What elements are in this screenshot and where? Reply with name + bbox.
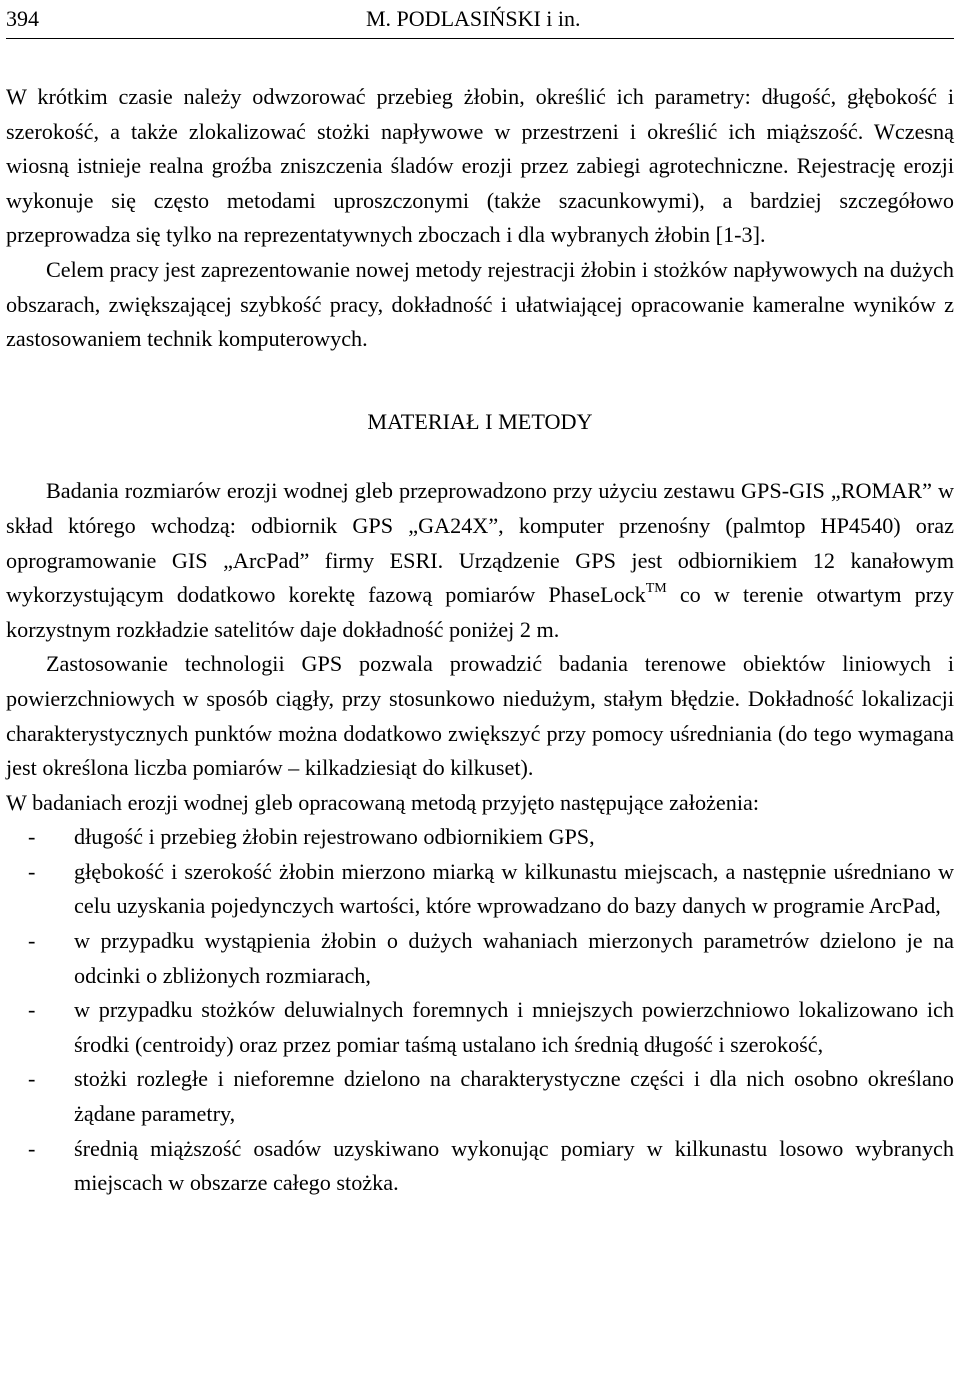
trademark-mark: TM [645,581,667,597]
list-item-text: w przypadku stożków deluwialnych foremnych i mniejszych powierzchniowo lokalizowano ich środki (centroidy) oraz przez pomiar taśmą ustalano ich średnią długość i szerokość, [74,997,954,1057]
section-heading: MATERIAŁ I METODY [367,408,593,434]
list-item-text: długość i przebieg żłobin rejestrowano odbiornikiem GPS, [74,824,595,850]
list-dash: - [28,858,36,884]
list-item [6,820,954,855]
equipment-text-end: co w terenie otwartym przy korzystnym rozkładzie satelitów daje dokładność poniżej 2 m. [6,582,955,642]
list-dash: - [28,1135,36,1161]
document-page [6,0,954,1389]
list-dash: - [28,928,36,954]
aim-paragraph: Celem pracy jest zaprezentowanie nowej metody rejestracji żłobin i stożków napływowych na dużych obszarach, zwiększającej szybkość pracy, dokładność i ułatwiającej opracowanie kameralne wyników z zastosowaniem technik komputerowych. [6,256,954,352]
list-item [6,1062,954,1131]
assumptions-list [6,820,954,1201]
list-item [6,924,954,993]
equipment-paragraph [6,474,954,647]
list-item [6,855,954,924]
list-item-text: stożki rozległe i nieforemne dzielono na charakterystyczne części i dla nich osobno określano żądane parametry, [74,1066,954,1127]
gps-technology-paragraph: Zastosowanie technologii GPS pozwala prowadzić badania terenowe obiektów liniowych i powierzchniowych w sposób ciągły, przy stosunkowo niedużym, stałym błędzie. Dokładność lokalizacji charakterystycznych punktów można dodatkowo zwiększyć przy pomocy uśredniania (do tego wymagana jest określona liczba pomiarów – kilkadziesiąt do kilkuset). [6,651,954,781]
running-head: M. PODLASIŃSKI i in. [366,6,581,31]
list-dash: - [28,1066,36,1092]
list-dash: - [28,997,36,1023]
page-number: 394 [6,6,39,31]
list-item [6,1132,954,1201]
body-text [6,80,954,1201]
list-item [6,993,954,1062]
intro-paragraph: W krótkim czasie należy odwzorować przebieg żłobin, określić ich parametry: długość, głębokość i szerokość, a także zlokalizować stożki napływowe w przestrzeni i określić ich miąższość. Wczesną wiosną istnieje realna groźba zniszczenia śladów erozji przez zabiegi agrotechniczne. Rejestrację erozji wykonuje się często metodami uproszczonymi (także szacunkowymi), a bardziej szczegółowo przeprowadza się tylko na reprezentatywnych zboczach i dla wybranych żłobin [1-3]. [6,84,954,248]
list-item-text: średnią miąższość osadów uzyskiwano wykonując pomiary w kilkunastu losowo wybranych miejscach w obszarze całego stożka. [74,1135,954,1196]
equipment-text: Badania rozmiarów erozji wodnej gleb przeprowadzono przy użyciu zestawu GPS-GIS „ROMAR” w skład którego wchodzą: odbiornik GPS „GA24X”, komputer przenośny (palmtop HP4540) oraz oprogramowanie GIS „ArcPad” firmy ESRI. Urządzenie GPS jest odbiornikiem 12 kanałowym wykorzystującym dodatkowo korektę fazową pomiarów PhaseLock [6,478,954,608]
assumptions-intro-paragraph: W badaniach erozji wodnej gleb opracowaną metodą przyjęto następujące założenia: [6,789,759,815]
page-header [6,0,954,39]
list-item-text: w przypadku wystąpienia żłobin o dużych wahaniach mierzonych parametrów dzielono je na odcinki o zbliżonych rozmiarach, [74,928,954,988]
list-dash: - [28,824,36,850]
list-item-text: głębokość i szerokość żłobin mierzono miarką w kilkunastu miejscach, a następnie uśredniano w celu uzyskania pojedynczych wartości, które wprowadzano do bazy danych w programie ArcPad, [74,858,954,919]
